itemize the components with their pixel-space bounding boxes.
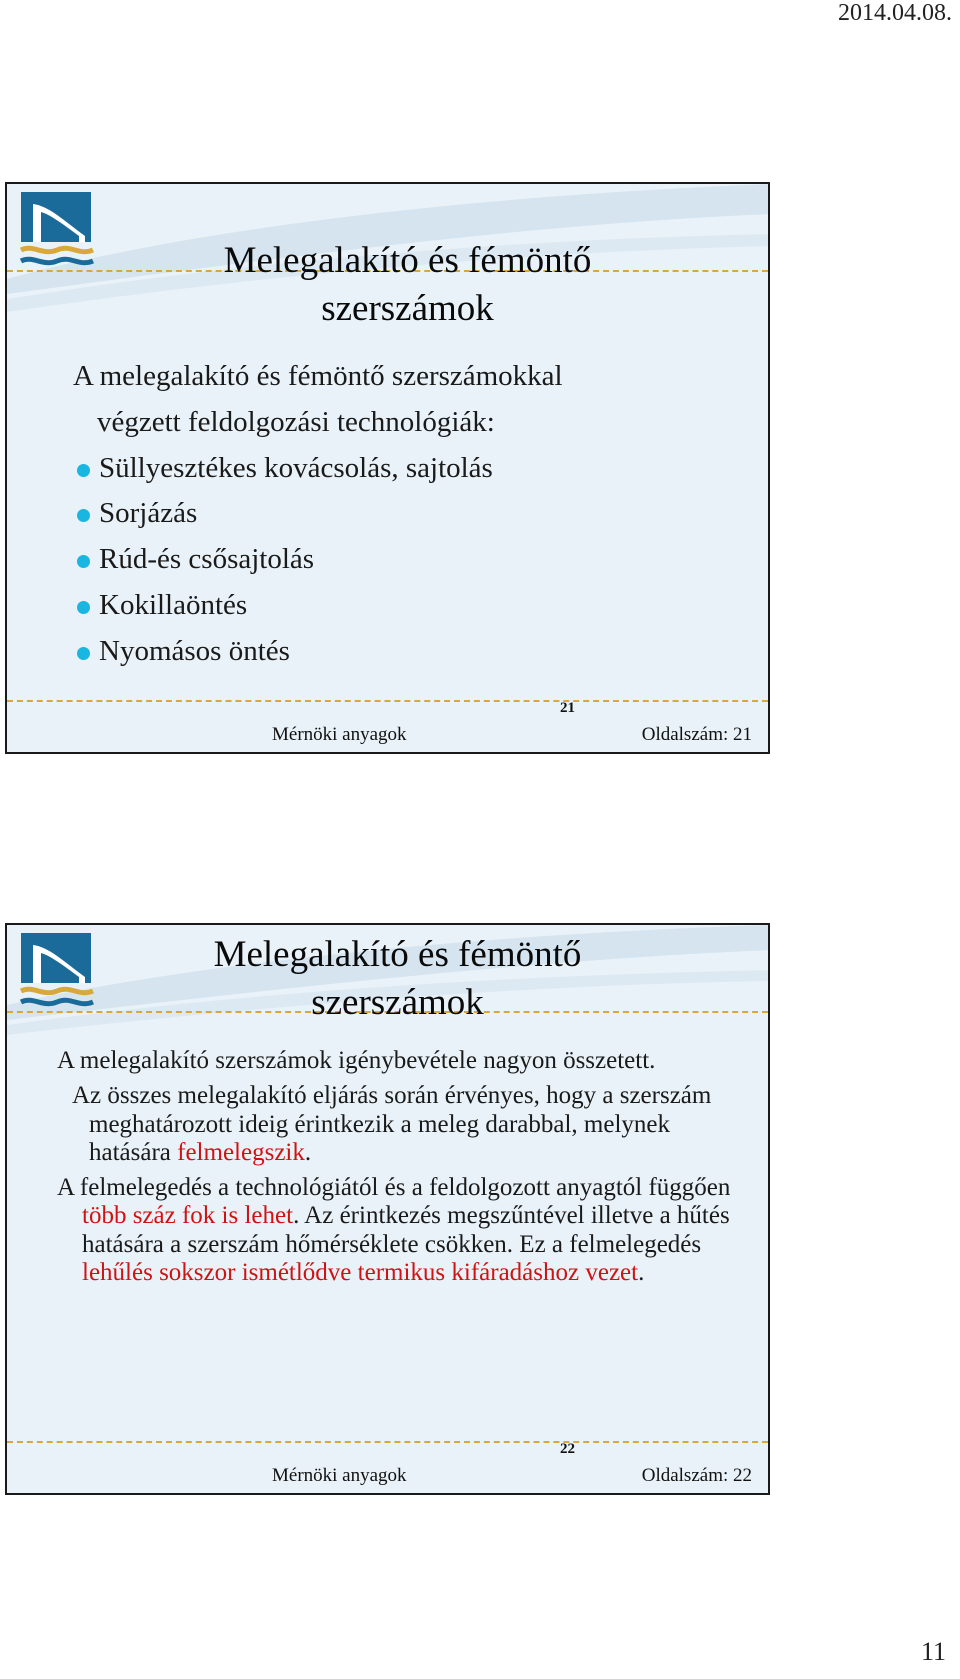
page-counter: Oldalszám: 22 [641,1465,752,1486]
course-name: Mérnöki anyagok [272,1465,407,1486]
list-item: Kokillaöntés [73,583,753,629]
intro-text-cont: végzett feldolgozási technológiák: [97,405,495,438]
paragraph-3-highlight-1: több száz fok is lehet [82,1202,294,1230]
slide-content [73,354,753,675]
slide-number: 22 [560,1441,575,1457]
list-item: Rúd-és csősajtolás [73,537,753,583]
paragraph-2-highlight: felmelegszik [177,1138,305,1166]
title-line-1: Melegalakító és fémöntő [213,934,582,975]
paragraph-3-highlight-2: lehűlés sokszor ismétlődve termikus kifáradáshoz vezet [82,1258,639,1286]
paragraph-1: A melegalakító szerszámok igénybevétele nagyon összetett. [57,1047,656,1074]
paragraph-2 [57,1082,757,1167]
paragraph-2-end: . [304,1138,312,1166]
slide-title [27,931,768,1027]
paragraph-2-text: Az összes melegalakító eljárás során érvényes, hogy a szerszám meghatározott ideig érintkezik a meleg darabbal, melynek hatására [72,1082,712,1166]
paragraph-3 [57,1174,757,1287]
slide-footer [7,1439,768,1493]
list-item: Sorjázás [73,491,753,537]
list-item: Süllyesztékes kovácsolás, sajtolás [73,446,753,492]
paragraph-3-text-2: . Az érintkezés megszűntével illetve a hűtés hatására a szerszám hőmérséklete csökken. Ez a felmelegedés [82,1202,730,1258]
slide-content [57,1047,757,1294]
slide-footer [7,698,768,752]
title-line-2: szerszámok [311,982,484,1024]
slide-22 [5,923,770,1495]
intro-text: A melegalakító és fémöntő szerszámokkal [73,360,563,392]
page-counter: Oldalszám: 21 [641,724,752,745]
slide-21 [5,182,770,754]
slide-title [47,237,768,333]
paragraph-3-end: . [638,1258,645,1286]
title-line-1: Melegalakító és fémöntő [223,240,592,281]
page-date: 2014.04.08. [838,0,952,26]
slide-number: 21 [560,700,575,716]
paragraph-3-text: A felmelegedés a technológiától és a feldolgozott anyagtól függően [57,1174,731,1201]
list-item: Nyomásos öntés [73,629,753,675]
page-number: 11 [920,1637,946,1666]
title-line-2: szerszámok [321,288,494,330]
course-name: Mérnöki anyagok [272,724,407,745]
